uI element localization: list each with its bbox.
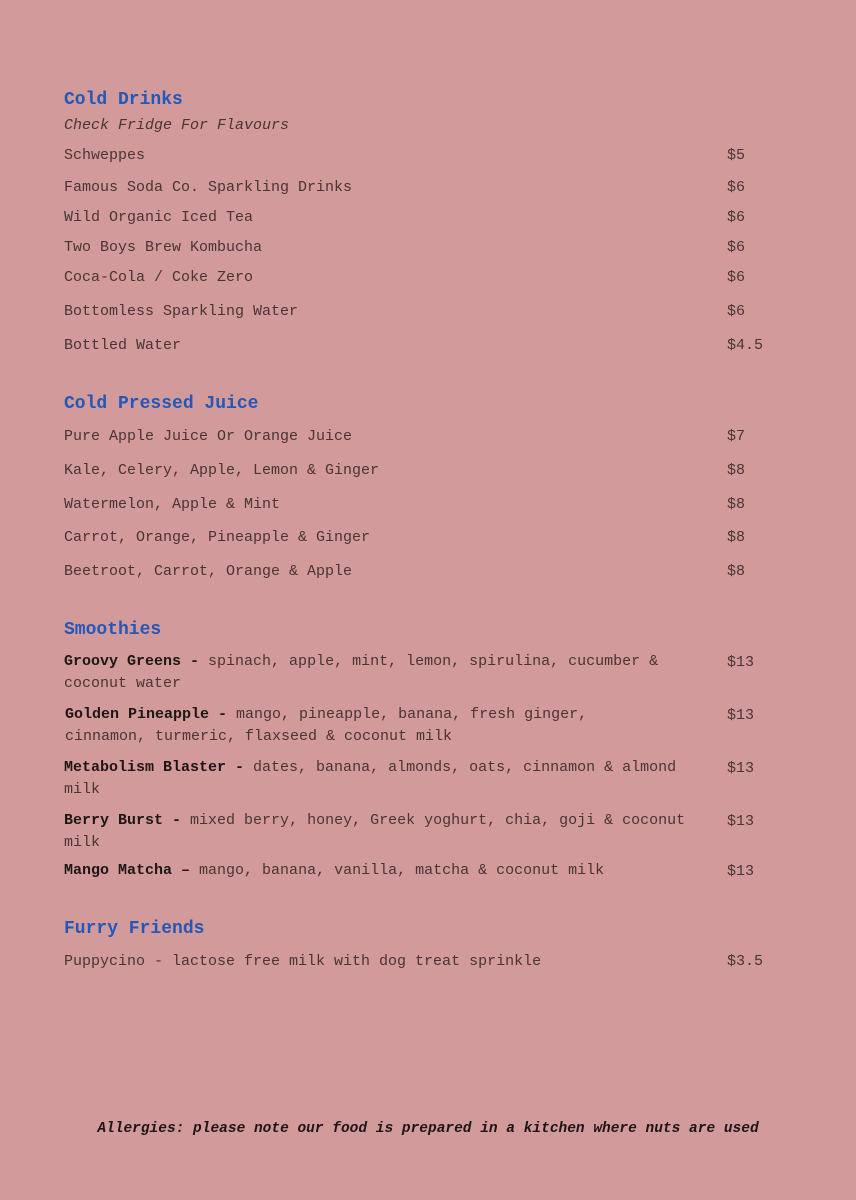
menu-item-name: Two Boys Brew Kombucha — [64, 239, 263, 256]
menu-item-name: Carrot, Orange, Pineapple & Ginger — [64, 529, 371, 546]
menu-item-name: Bottomless Sparkling Water — [64, 303, 299, 320]
smoothie-price: $13 — [727, 863, 755, 880]
smoothie-item — [65, 704, 665, 748]
smoothie-description: spinach, apple, mint, lemon, spirulina, cucumber & coconut water — [64, 653, 659, 692]
menu-item-name: Schweppes — [64, 147, 146, 164]
section-title-smoothies: Smoothies — [64, 620, 162, 640]
menu-item-price: $8 — [727, 496, 746, 513]
smoothie-price: $13 — [727, 760, 755, 777]
smoothie-name: Berry Burst - — [64, 812, 182, 829]
menu-item-name: Beetroot, Carrot, Orange & Apple — [64, 563, 353, 580]
menu-item-name: Kale, Celery, Apple, Lemon & Ginger — [64, 462, 380, 479]
menu-item-name: Bottled Water — [64, 337, 182, 354]
menu-item-price: $6 — [727, 303, 746, 320]
menu-item-price: $8 — [727, 563, 746, 580]
smoothie-name: Metabolism Blaster - — [64, 759, 245, 776]
smoothie-name: Mango Matcha – — [64, 862, 191, 879]
menu-item-price: $8 — [727, 529, 746, 546]
section-title-furry-friends: Furry Friends — [64, 919, 205, 939]
smoothie-description: mango, pineapple, banana, fresh ginger, cinnamon, turmeric, flaxseed & coconut milk — [65, 706, 588, 745]
menu-item-price: $7 — [727, 428, 746, 445]
menu-item-price: $6 — [727, 239, 746, 256]
smoothie-price: $13 — [727, 654, 755, 671]
smoothie-item — [64, 651, 714, 695]
smoothie-description: mango, banana, vanilla, matcha & coconut milk — [199, 862, 605, 879]
menu-item-price: $4.5 — [727, 337, 764, 354]
smoothie-name: Golden Pineapple - — [65, 706, 228, 723]
menu-item-name: Watermelon, Apple & Mint — [64, 496, 281, 513]
allergy-notice: Allergies: please note our food is prepared in a kitchen where nuts are used — [97, 1121, 759, 1137]
menu-item-name: Famous Soda Co. Sparkling Drinks — [64, 179, 353, 196]
menu-item-name: Coca-Cola / Coke Zero — [64, 269, 254, 286]
section-title-cold-drinks: Cold Drinks — [64, 90, 183, 110]
smoothie-item — [64, 810, 694, 854]
section-title-juice: Cold Pressed Juice — [64, 394, 259, 414]
menu-item-price: $5 — [727, 147, 746, 164]
smoothie-item — [64, 757, 694, 801]
menu-item-price: $8 — [727, 462, 746, 479]
menu-item-price: $6 — [727, 179, 746, 196]
menu-item-price: $6 — [727, 209, 746, 226]
smoothie-description: dates, banana, almonds, oats, cinnamon & almond milk — [64, 759, 677, 798]
smoothie-item — [64, 860, 714, 882]
menu-item-name: Wild Organic Iced Tea — [64, 209, 254, 226]
fridge-note: Check Fridge For Flavours — [64, 117, 290, 134]
smoothie-description: mixed berry, honey, Greek yoghurt, chia, goji & coconut milk — [64, 812, 686, 851]
smoothie-name: Groovy Greens - — [64, 653, 200, 670]
smoothie-price: $13 — [727, 707, 755, 724]
menu-item-price: $3.5 — [727, 953, 764, 970]
menu-item-name: Puppycino - lactose free milk with dog treat sprinkle — [64, 953, 542, 970]
menu-item-name: Pure Apple Juice Or Orange Juice — [64, 428, 353, 445]
smoothie-price: $13 — [727, 813, 755, 830]
menu-item-price: $6 — [727, 269, 746, 286]
